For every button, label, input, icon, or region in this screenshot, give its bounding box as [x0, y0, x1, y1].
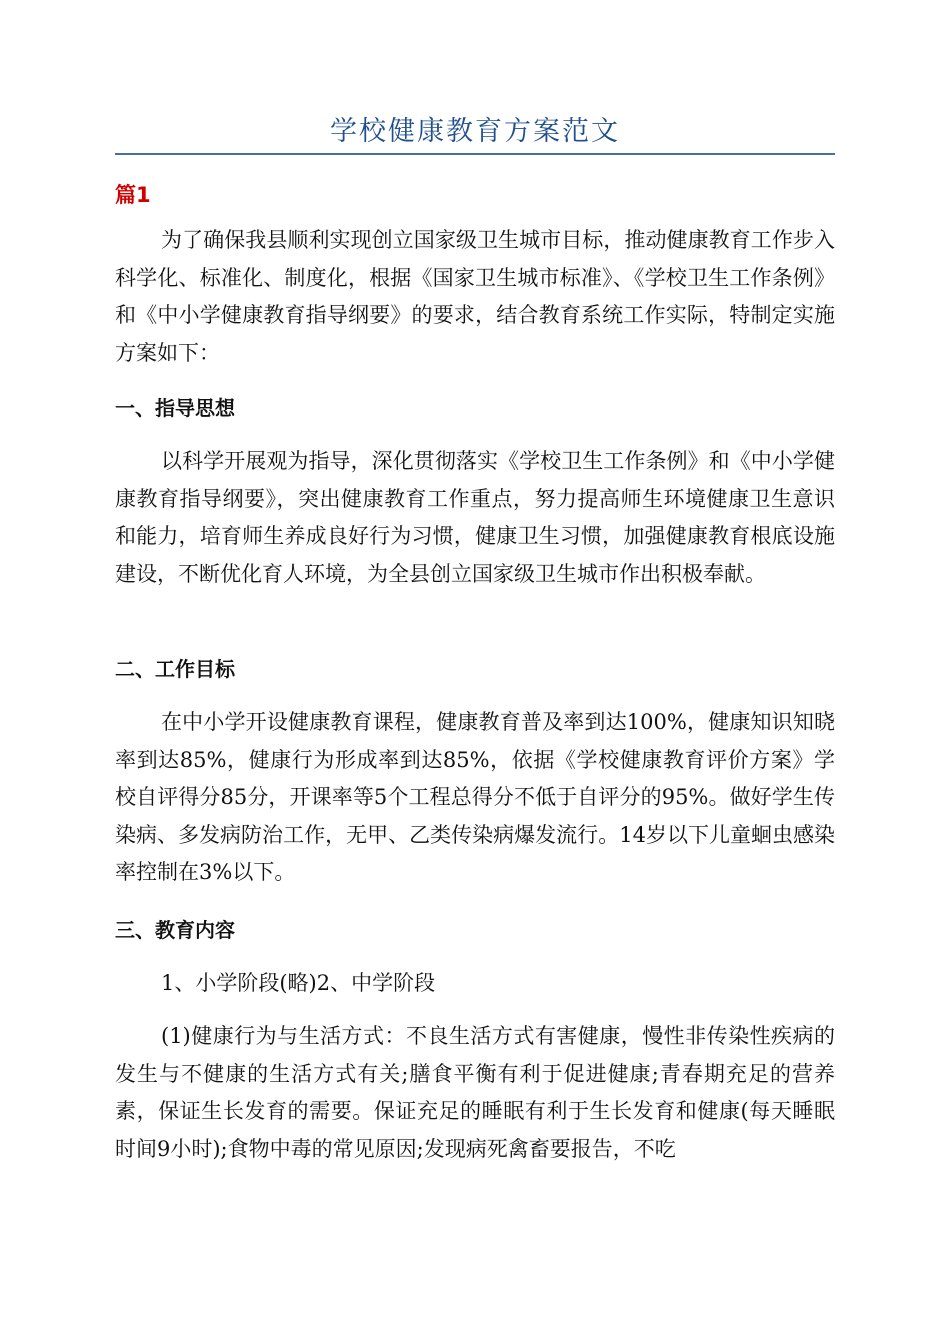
document-title: 学校健康教育方案范文 — [330, 116, 620, 147]
section-heading-guiding-thought: 一、指导思想 — [115, 396, 235, 420]
section-paragraph: 在中小学开设健康教育课程，健康教育普及率到达100%，健康知识知晓率到达85%，健康行为形成率到达85%，依据《学校健康教育评价方案》学校自评得分85分，开课率等5个工程总得分不低于自评分的95%。做好学生传染病、多发病防治工作，无甲、乙类传染病爆发流行。14岁以下儿童蛔虫感染率控制在3%以下。 — [115, 710, 835, 884]
chapter-label: 篇1 — [115, 183, 151, 207]
intro-paragraph: 为了确保我县顺利实现创立国家级卫生城市目标，推动健康教育工作步入科学化、标准化、制度化，根据《国家卫生城市标准》、《学校卫生工作条例》和《中小学健康教育指导纲要》的要求，结合教育系统工作实际，特制定实施方案如下： — [115, 228, 835, 365]
section-heading-education-content: 三、教育内容 — [115, 918, 235, 942]
title-divider — [115, 153, 835, 155]
section-paragraph: 以科学开展观为指导，深化贯彻落实《学校卫生工作条例》和《中小学健康教育指导纲要》，突出健康教育工作重点，努力提高师生环境健康卫生意识和能力，培育师生养成良好行为习惯，健康卫生习惯，加强健康教育根底设施建设，不断优化育人环境，为全县创立国家级卫生城市作出积极奉献。 — [115, 449, 835, 586]
section-heading-work-goals: 二、工作目标 — [115, 657, 235, 681]
section-paragraph: 1、小学阶段(略)2、中学阶段 — [161, 971, 436, 995]
section-paragraph: (1)健康行为与生活方式：不良生活方式有害健康，慢性非传染性疾病的发生与不健康的生活方式有关;膳食平衡有利于促进健康;青春期充足的营养素，保证生长发育的需要。保证充足的睡眠有利于生长发育和健康(每天睡眠时间9小时);食物中毒的常见原因;发现病死禽畜要报告，不吃 — [115, 1024, 835, 1161]
